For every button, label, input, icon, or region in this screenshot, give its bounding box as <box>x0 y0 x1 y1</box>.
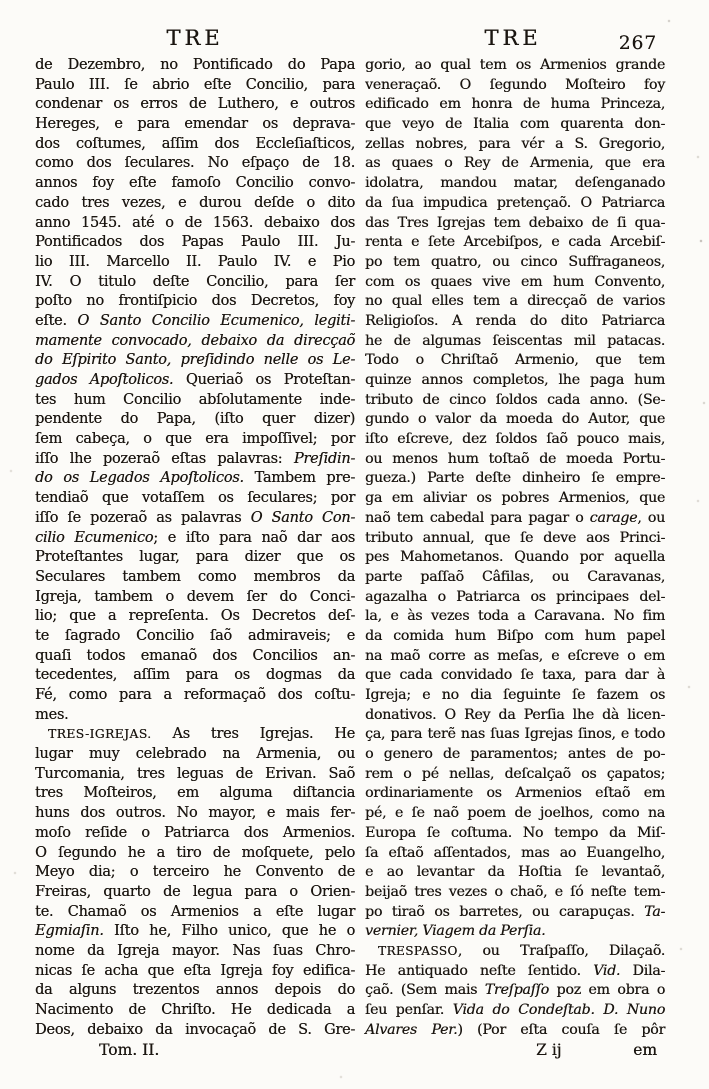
text-line <box>365 154 665 174</box>
text-segment: pé, e ſe naõ poem de joelhos, como na <box>365 805 665 822</box>
text-segment: Turcomania, tres leguas de Erivan. Saõ <box>35 765 355 782</box>
text-segment: ; e iſto para naõ dar aos <box>153 529 355 546</box>
scan-noise <box>0 0 2 2</box>
text-line <box>35 588 355 608</box>
text-segment: tributo annual, que ſe deve aos Princi- <box>365 529 665 546</box>
text-line <box>365 469 665 489</box>
text-segment: Freiras, quarto de legua para o Orien- <box>35 883 355 900</box>
text-segment: Religioſos. A renda do dito Patriarca <box>365 312 665 329</box>
text-segment: Meyo dia; o terceiro he Convento de <box>35 864 355 881</box>
text-segment: tendiaõ que votaſſem os ſeculares; por <box>35 490 355 507</box>
text-segment: po tiraõ os barretes, ou carapuças. <box>365 903 645 920</box>
right-column <box>365 56 665 1040</box>
text-segment: idolatra, mandou matar, deſenganado <box>365 175 665 192</box>
text-line <box>35 312 355 332</box>
text-segment: quaſi todos emanaõ dos Concilios an- <box>35 647 355 664</box>
text-line <box>35 647 355 667</box>
text-segment: nicas ſe acha que eſta Igreja foy edifica- <box>35 962 355 979</box>
text-line <box>365 489 665 509</box>
text-line <box>35 981 355 1001</box>
text-line <box>35 922 355 942</box>
text-line <box>365 706 665 726</box>
text-line <box>365 627 665 647</box>
text-line <box>365 607 665 627</box>
text-line <box>365 410 665 430</box>
catchword: em <box>633 1041 657 1059</box>
text-segment: Egmiaſin. <box>35 923 104 940</box>
text-segment: ) (Por eſta couſa ſe pôr <box>457 1021 666 1038</box>
text-segment: da alguns trezentos annos depois do <box>35 982 355 999</box>
text-segment: Europa ſe coſtuma. No tempo da Miſ- <box>365 824 665 841</box>
text-line <box>35 332 355 352</box>
text-segment: de Dezembro, no Pontificado do Papa <box>35 57 355 73</box>
text-line <box>35 214 355 234</box>
text-segment: nome da Igreja mayor. Nas ſuas Chro- <box>35 942 355 959</box>
text-line <box>365 371 665 391</box>
text-line <box>35 56 355 76</box>
text-line <box>35 548 355 568</box>
text-line <box>365 686 665 706</box>
text-line <box>35 883 355 903</box>
text-segment: Vida do Condeſtab. D. Nuno <box>452 1002 665 1018</box>
text-segment: das Tres Igrejas tem debaixo de ſi qua- <box>365 214 665 231</box>
text-segment: O ſegundo he a tiro de moſquete, pelo <box>35 844 355 861</box>
text-segment: como dos ſeculares. No eſpaço de 18. <box>35 155 355 172</box>
text-line <box>365 194 665 214</box>
text-segment: gorio, ao qual tem os Armenios grande <box>365 57 665 73</box>
text-line <box>35 607 355 627</box>
text-line <box>365 332 665 352</box>
text-segment: Iſto he, Filho unico, que he o <box>103 923 355 940</box>
text-segment: da comida hum Biſpo com hum papel <box>365 627 665 644</box>
text-line <box>365 863 665 883</box>
text-segment: çaõ. (Sem mais <box>365 982 485 999</box>
text-segment: veneraçaõ. O ſegundo Moſteiro foy <box>365 76 665 93</box>
text-line <box>365 981 665 1001</box>
text-segment: tes hum Concilio abſolutamente inde- <box>35 391 355 408</box>
text-line <box>365 942 665 962</box>
text-segment: beijaõ tres vezes o chaõ, e ſó neſte tem- <box>365 883 665 900</box>
text-segment: parte paſſaõ Câfilas, ou Caravanas, <box>365 568 665 585</box>
text-segment: Preſidin- <box>293 450 355 467</box>
text-line <box>35 194 355 214</box>
text-segment: iſſo ſe pozeraõ as palavras <box>35 509 251 526</box>
text-line <box>365 765 665 785</box>
text-segment: tributo de cinco ſoldos cada anno. (Se- <box>365 391 665 408</box>
text-line <box>365 903 665 923</box>
page-number: 267 <box>618 33 657 54</box>
text-segment: ſem cabeça, o que era impoſſivel; por <box>35 431 355 448</box>
text-line <box>365 883 665 903</box>
running-title-right: TRE <box>484 26 542 50</box>
text-line <box>35 95 355 115</box>
text-segment: vernier, Viagem da Perſia. <box>365 923 546 940</box>
text-segment: poſto no frontiſpicio dos Decretos, foy <box>35 293 355 310</box>
text-segment: He antiquado neſte ſentido. <box>365 962 594 979</box>
text-segment: agazalha o Patriarca os principaes del- <box>365 588 665 605</box>
text-line <box>35 154 355 174</box>
text-segment: Todo o Chriſtaõ Armenio, que tem <box>365 352 665 369</box>
text-segment: o genero de paramentos; antes de po- <box>365 746 665 763</box>
text-line <box>365 95 665 115</box>
text-line <box>35 666 355 686</box>
text-line <box>35 391 355 411</box>
text-segment: mamente convocado, debaixo da direcçaõ <box>35 332 355 349</box>
text-line <box>35 863 355 883</box>
text-line <box>35 292 355 312</box>
text-segment: edificado em honra de huma Princeza, <box>365 96 665 113</box>
text-segment: As tres Igrejas. He <box>151 726 355 743</box>
text-line <box>35 784 355 804</box>
text-segment: O Santo Concilio Ecumenico, legiti- <box>77 312 355 329</box>
left-column <box>35 56 355 1040</box>
text-line <box>365 529 665 549</box>
text-line <box>35 844 355 864</box>
text-segment: huns dos outros. No mayor, e mais fer- <box>35 805 355 822</box>
text-segment: zellas nobres, para vér a S. Gregorio, <box>365 135 665 152</box>
text-segment: do os Legados Apoſtolicos. <box>35 470 244 487</box>
text-line <box>365 666 665 686</box>
text-line <box>365 351 665 371</box>
running-title-left: TRE <box>166 26 224 50</box>
text-segment: ſeu penſar. <box>365 1002 453 1018</box>
text-segment: gueza.) Parte deſte dinheiro ſe empre- <box>365 470 665 487</box>
text-segment: Nacimento de Chriſto. He dedicada a <box>35 1002 355 1018</box>
text-segment: Vid. <box>593 962 621 979</box>
text-segment: gundo o valor da moeda do Autor, que <box>365 411 665 428</box>
text-segment: ou menos hum toſtaõ de moeda Portu- <box>365 450 665 467</box>
text-segment: he de algumas ſeiscentas mil patacas. <box>365 332 665 349</box>
text-segment: na maõ corre as meſas, e eſcreve o em <box>365 647 665 664</box>
text-segment: ça, para terẽ nas ſuas Igrejas ſinos, e todo <box>365 726 665 743</box>
text-segment: dos coſtumes, aſſim dos Eccleſiaſticos, <box>35 135 355 152</box>
text-segment: po tem quatro, ou cinco Suffraganeos, <box>365 253 665 270</box>
text-line <box>365 391 665 411</box>
text-line <box>365 292 665 312</box>
text-segment: cado tres vezes, e durou deſde o dito <box>35 194 355 211</box>
text-line <box>365 214 665 234</box>
text-segment: mes. <box>35 706 69 723</box>
text-line <box>365 509 665 529</box>
text-segment: ordinariamente os Armenios eſtaõ em <box>365 785 665 802</box>
text-line <box>35 962 355 982</box>
text-line <box>365 647 665 667</box>
text-line <box>35 135 355 155</box>
text-segment: Hereges, e para emendar os deprava- <box>35 116 355 133</box>
text-segment: Igreja, tambem o devem ſer do Conci- <box>35 588 355 605</box>
text-segment: que cada convidado ſe taxa, para dar à <box>365 667 665 684</box>
text-segment: tres Moſteiros, em alguma diſtancia <box>35 785 355 802</box>
text-line <box>35 765 355 785</box>
text-segment: donativos. O Rey da Perſia lhe dà licen- <box>365 706 665 723</box>
text-segment: ga em aliviar os pobres Armenios, que <box>365 490 665 507</box>
text-segment: que veyo de Italia com quarenta don- <box>365 116 665 133</box>
text-line <box>365 824 665 844</box>
text-segment: poz em obra o <box>548 982 665 999</box>
text-line <box>35 942 355 962</box>
text-segment: da ſua impudica pretençaõ. O Patriarca <box>365 194 665 211</box>
text-segment: Deos, debaixo da invocaçaõ de S. Gre- <box>35 1021 355 1038</box>
text-line <box>365 804 665 824</box>
text-line <box>35 686 355 706</box>
text-line <box>365 233 665 253</box>
text-line <box>35 371 355 391</box>
text-line <box>365 922 665 942</box>
text-line <box>365 745 665 765</box>
text-line <box>35 627 355 647</box>
text-line <box>35 1021 355 1041</box>
text-line <box>365 135 665 155</box>
text-line <box>365 1001 665 1021</box>
text-segment: moſo reſide o Patriarca dos Armenios. <box>35 824 355 841</box>
text-segment: iſto eſcreve, dez ſoldos ſaõ pouco mais, <box>365 431 665 448</box>
text-line <box>35 115 355 135</box>
text-segment: renta e ſete Arcebiſpos, e cada Arcebiſ- <box>365 234 665 251</box>
text-segment: quinze annos completos, lhe paga hum <box>365 372 665 388</box>
text-segment: tecedentes, aſſim para os dogmas da <box>35 667 355 684</box>
text-line <box>365 1021 665 1041</box>
text-line <box>35 529 355 549</box>
text-segment: Tambem pre- <box>243 470 355 487</box>
text-segment: pes Mahometanos. Quando por aquella <box>365 549 665 566</box>
text-line <box>365 56 665 76</box>
text-line <box>35 489 355 509</box>
text-line <box>365 588 665 608</box>
text-segment: Seculares tambem como membros da <box>35 568 355 585</box>
text-line <box>35 469 355 489</box>
text-segment: te ſagrado Concilio ſaõ admiraveis; e <box>35 627 355 644</box>
text-line <box>35 509 355 529</box>
text-segment: naõ tem cabedal para pagar o <box>365 509 590 526</box>
entry-headword: TRESPASSO <box>378 943 458 958</box>
text-line <box>35 351 355 371</box>
text-segment: Igreja; e no dia ſeguinte ſe fazem os <box>365 687 665 703</box>
text-line <box>35 450 355 470</box>
text-line <box>35 1001 355 1021</box>
text-segment: gados Apoſtolicos. <box>35 372 174 388</box>
text-line <box>35 824 355 844</box>
text-segment: Proteſtantes lugar, para dizer que os <box>35 549 355 566</box>
text-line <box>35 253 355 273</box>
text-line <box>35 76 355 96</box>
text-line <box>365 450 665 470</box>
text-segment: iſſo lhe pozeraõ eſtas palavras: <box>35 450 294 467</box>
text-line <box>365 253 665 273</box>
text-line <box>35 410 355 430</box>
text-line <box>35 568 355 588</box>
text-segment: lugar muy celebrado na Armenia, ou <box>35 746 355 763</box>
text-line <box>35 706 355 726</box>
text-segment: Queriaõ os Proteſtan- <box>173 372 355 388</box>
text-segment: O Santo Con- <box>250 509 355 526</box>
text-segment: Dila- <box>620 962 665 979</box>
text-line <box>365 174 665 194</box>
text-line <box>365 568 665 588</box>
text-segment: Fé, como para a reformaçaõ dos coſtu- <box>35 687 355 703</box>
text-segment: pendente do Papa, (iſto quer dizer) <box>35 411 355 428</box>
text-line <box>35 174 355 194</box>
text-segment: ſa eſtaõ aſſentados, mas ao Euangelho, <box>365 844 665 861</box>
text-segment: annos foy eſte famoſo Concilio convo- <box>35 175 355 192</box>
text-columns <box>35 56 665 1040</box>
text-segment: com os quaes vive em hum Convento, <box>365 273 665 290</box>
text-segment: Paulo III. ſe abrio eſte Concilio, para <box>35 76 355 93</box>
text-line <box>35 804 355 824</box>
text-line <box>365 844 665 864</box>
text-line <box>365 725 665 745</box>
text-line <box>35 903 355 923</box>
text-segment: condenar os erros de Luthero, e outros <box>35 96 355 113</box>
text-segment: Alvares Per. <box>365 1021 458 1038</box>
text-segment: carage <box>589 509 638 526</box>
text-line <box>365 962 665 982</box>
text-segment: rem o pé nellas, deſcalçaõ os çapatos; <box>365 765 665 782</box>
text-line <box>35 430 355 450</box>
text-line <box>35 233 355 253</box>
text-segment: la, e às vezes toda a Caravana. No fim <box>365 608 665 625</box>
text-line <box>365 76 665 96</box>
text-line <box>365 273 665 293</box>
text-segment: do Eſpirito Santo, preſidindo nelle os Le- <box>35 352 355 369</box>
text-segment: no qual elles tem a direcçaõ de varios <box>365 293 665 310</box>
text-segment: Treſpaſſo <box>484 982 549 999</box>
text-line <box>35 725 355 745</box>
text-segment: Ta- <box>644 903 665 920</box>
text-segment: lio; que a repreſenta. Os Decretos deſ- <box>35 608 355 625</box>
text-line <box>365 312 665 332</box>
gathering-signature: Z ij <box>536 1041 562 1059</box>
text-line <box>365 548 665 568</box>
text-segment: e ao levantar da Hoſtia ſe levantaõ, <box>365 864 665 881</box>
text-segment: , ou Traſpaſſo, Dilaçaõ. <box>457 942 665 959</box>
entry-headword: TRES-IGREJAS. <box>48 727 152 742</box>
text-segment: te. Chamaõ os Armenios a eſte lugar <box>35 903 355 920</box>
text-segment: lio III. Marcello II. Paulo IV. e Pio <box>35 253 355 270</box>
text-segment: , ou <box>637 509 665 526</box>
text-line <box>365 430 665 450</box>
text-line <box>35 273 355 293</box>
text-line <box>365 115 665 135</box>
volume-signature: Tom. II. <box>99 1041 160 1059</box>
text-line <box>365 784 665 804</box>
text-segment: IV. O titulo deſte Concilio, para ſer <box>35 273 355 290</box>
text-segment: cilio Ecumenico <box>35 529 154 546</box>
text-line <box>35 745 355 765</box>
text-segment: as quaes o Rey de Armenia, que era <box>365 155 665 172</box>
text-segment: anno 1545. até o de 1563. debaixo dos <box>35 214 355 231</box>
text-segment: Pontificados dos Papas Paulo III. Ju- <box>35 234 355 251</box>
text-segment: eſte. <box>35 312 78 329</box>
